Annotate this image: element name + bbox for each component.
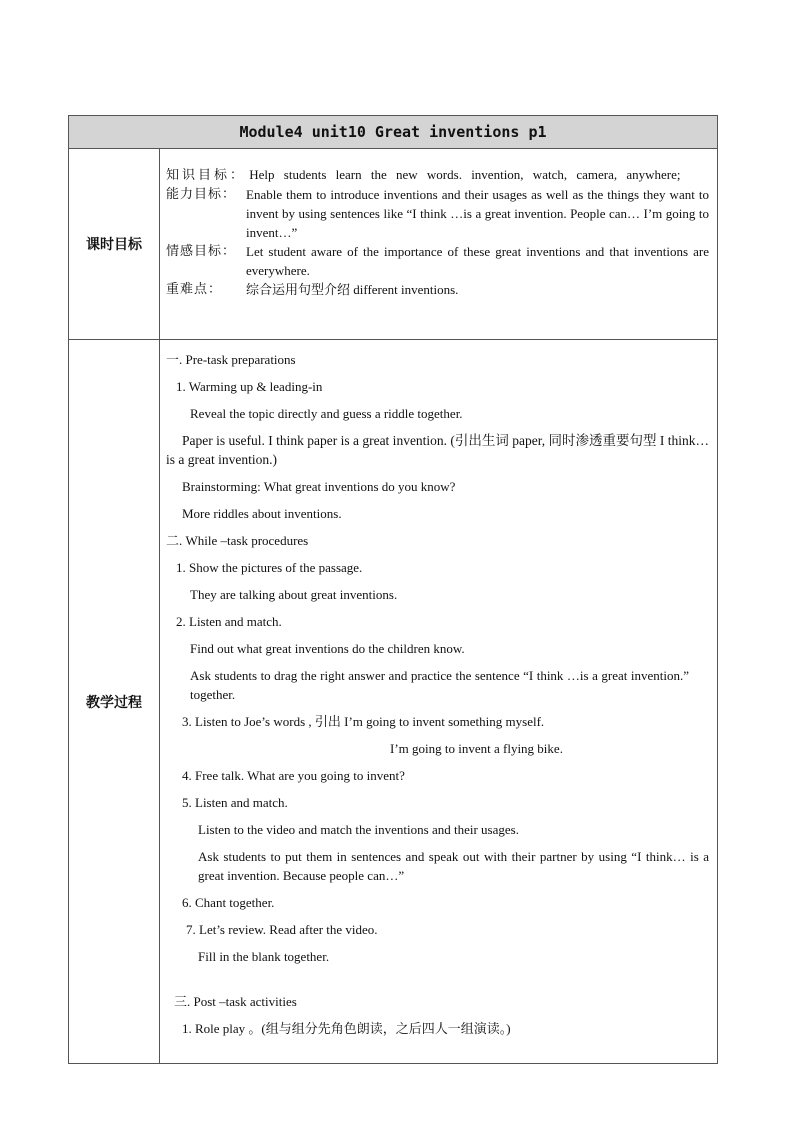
objectives-content [160,149,718,340]
objective-text: Enable them to introduce inventions and their usages as well as the things they want to invent by using sentences like “I think …is a great invention. People can… I’m going to invent…” [246,187,709,240]
ability-objective [166,185,709,242]
step-heading: 5. Listen and match. [182,795,288,810]
objective-key: 能力目标： [166,187,237,202]
step-heading: 2. Listen and match. [176,614,282,629]
objective-key: 情感目标： [166,244,237,259]
section-heading: 三. Post –task activities [174,994,297,1009]
step-detail: Listen to the video and match the inventions and their usages. [198,822,519,837]
objective-key: 知识目标： [166,168,247,183]
step-detail: I’m going to invent a flying bike. [390,741,563,756]
step-detail: Paper is useful. I think paper is a great invention. (引出生词 paper, 同时渗透重要句型 I think…is a great invention.) [166,433,709,467]
step-detail: Ask students to drag the right answer and practice the sentence “I think …is a great invention.” together. [190,668,689,702]
process-content [160,340,718,1064]
title-row [69,116,718,149]
step-detail: Find out what great inventions do the children know. [190,641,465,656]
objectives-row [69,149,718,340]
step-heading: 3. Listen to Joe’s words , 引出 I’m going to invent something myself. [182,714,545,729]
objectives-label: 课时目标 [69,149,160,340]
step-detail: Ask students to put them in sentences and speak out with their partner by using “I think… is a great invention. Because people can…” [198,849,709,883]
section-heading: 一. Pre-task preparations [166,352,296,367]
step-detail: Brainstorming: What great inventions do you know? [182,479,456,494]
step-detail: Fill in the blank together. [198,949,330,964]
step-heading: 6. Chant together. [182,895,275,910]
step-heading: 1. Role play 。(组与组分先角色朗读，之后四人一组演读。) [182,1021,511,1036]
process-row [69,340,718,1064]
step-detail: Reveal the topic directly and guess a riddle together. [190,406,463,421]
step-detail: They are talking about great inventions. [190,587,398,602]
objective-text: 综合运用句型介绍 different inventions. [246,282,459,297]
objective-text: Let student aware of the importance of these great inventions and that inventions are everywhere. [246,244,709,278]
knowledge-objective [166,165,709,185]
emotional-objective [166,242,709,280]
objective-text: Help students learn the new words. invention, watch, camera, anywhere; [249,167,681,182]
lesson-plan-table [68,115,718,1064]
key-difficult-points [166,280,709,299]
objective-key: 重难点： [166,282,223,297]
step-detail: More riddles about inventions. [182,506,342,521]
step-heading: 4. Free talk. What are you going to invent? [182,768,405,783]
section-heading: 二. While –task procedures [166,533,309,548]
step-heading: 7. Let’s review. Read after the video. [186,922,378,937]
document-title: Module4 unit10 Great inventions p1 [69,116,718,149]
step-heading: 1. Show the pictures of the passage. [176,560,363,575]
step-heading: 1. Warming up & leading-in [176,379,323,394]
process-label: 教学过程 [69,340,160,1064]
